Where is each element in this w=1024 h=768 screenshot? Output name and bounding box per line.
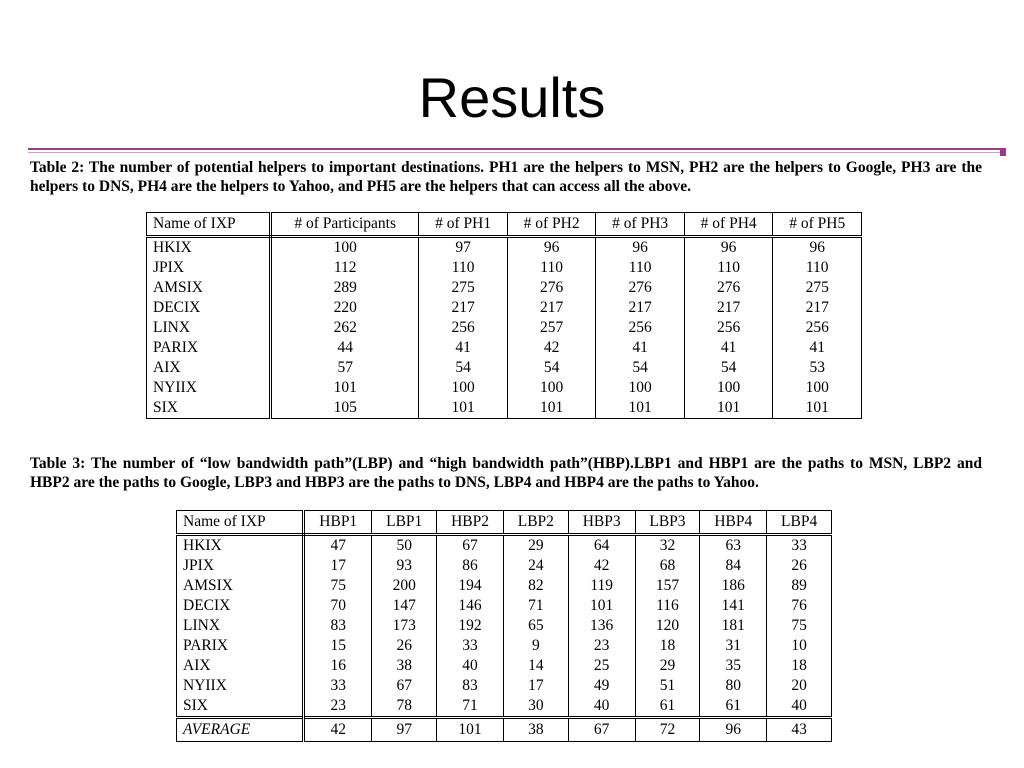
table-cell: 47 [304,535,372,557]
table-cell: 68 [635,556,700,576]
table-row [177,696,832,718]
table-cell: 42 [568,556,635,576]
table-cell: 26 [372,636,437,656]
table-cell: 25 [568,656,635,676]
table2-header-ph2: # of PH2 [507,213,596,237]
table-cell: 14 [504,656,569,676]
table2-header-ph1: # of PH1 [419,213,508,237]
table-cell: 86 [437,556,504,576]
table-cell: 17 [504,676,569,696]
table-cell: 67 [372,676,437,696]
table-cell: 116 [635,596,700,616]
table-cell: 110 [596,258,685,278]
table-cell: 289 [271,278,419,298]
table-cell: 100 [773,378,862,398]
table-cell: 83 [304,616,372,636]
table-cell: AMSIX [177,576,304,596]
table-cell: DECIX [147,298,271,318]
table-cell: 40 [437,656,504,676]
table-cell: SIX [147,398,271,419]
table-cell: 93 [372,556,437,576]
table-cell: 101 [568,596,635,616]
table2-header-row [147,213,862,237]
table-cell: 82 [504,576,569,596]
table-cell: 146 [437,596,504,616]
table-cell: 257 [507,318,596,338]
table-cell: 110 [419,258,508,278]
table-cell: 53 [773,358,862,378]
table-cell: 83 [437,676,504,696]
table-cell: 31 [700,636,767,656]
table3-average-row [177,718,832,742]
table-cell: 256 [596,318,685,338]
table3-caption: Table 3: The number of “low bandwidth path”(LBP) and “high bandwidth path”(HBP).LBP1 and HBP1 are the paths to MSN, LBP2 and HBP2 are the paths to Google, LBP3 and HBP3 are the paths to DNS, LBP4 and HBP4 are the paths to Yahoo. [30,455,982,491]
table-cell: 100 [596,378,685,398]
table-cell: AIX [147,358,271,378]
table-cell: 101 [507,398,596,419]
table-cell: 41 [773,338,862,358]
table-cell: 33 [304,676,372,696]
table3-header-lbp3: LBP3 [635,511,700,535]
table-cell: 186 [700,576,767,596]
table-row [147,237,862,259]
table-cell: 75 [304,576,372,596]
table-cell: 43 [767,718,832,742]
table-cell: 110 [507,258,596,278]
table-cell: 217 [773,298,862,318]
slide-title: Results [418,66,606,129]
table-cell: 38 [504,718,569,742]
table-cell: PARIX [147,338,271,358]
table-cell: 97 [372,718,437,742]
table-cell: 72 [635,718,700,742]
divider-end-mark [1000,150,1006,156]
table-cell: 256 [684,318,773,338]
table-cell: 96 [507,237,596,259]
table-cell: 63 [700,535,767,557]
table-cell: 96 [700,718,767,742]
table-cell: 42 [304,718,372,742]
table-cell: 50 [372,535,437,557]
table3-header-hbp3: HBP3 [568,511,635,535]
table-cell: 10 [767,636,832,656]
table-cell: 61 [635,696,700,718]
table-cell: LINX [177,616,304,636]
table-cell: 71 [504,596,569,616]
table-cell: 35 [700,656,767,676]
table-cell: 16 [304,656,372,676]
table3-header-hbp1: HBP1 [304,511,372,535]
table2-header-ixp: Name of IXP [147,213,271,237]
table-cell: 67 [568,718,635,742]
table3-header-lbp1: LBP1 [372,511,437,535]
table-cell: 38 [372,656,437,676]
table-cell: 97 [419,237,508,259]
table3-header-row [177,511,832,535]
table-cell: 49 [568,676,635,696]
table-cell: LINX [147,318,271,338]
table-cell: 101 [419,398,508,419]
table-cell: JPIX [177,556,304,576]
table-cell: 26 [767,556,832,576]
title-divider [28,148,1006,150]
table3-header-ixp: Name of IXP [177,511,304,535]
table-cell: 147 [372,596,437,616]
table-row [177,596,832,616]
table-cell: 67 [437,535,504,557]
table-cell: 9 [504,636,569,656]
table-cell: 101 [684,398,773,419]
table-cell: NYIIX [147,378,271,398]
table-cell: 44 [271,338,419,358]
table-cell: 105 [271,398,419,419]
table-cell: 181 [700,616,767,636]
table-cell: 15 [304,636,372,656]
table-cell: 100 [684,378,773,398]
table-row [147,278,862,298]
table-cell: 217 [596,298,685,318]
table-cell: 275 [773,278,862,298]
table-cell: 65 [504,616,569,636]
table-cell: 41 [419,338,508,358]
table-cell: 173 [372,616,437,636]
table2-header-participants: # of Participants [271,213,419,237]
table-cell: 217 [419,298,508,318]
table2-helpers [146,212,862,419]
table-cell: 70 [304,596,372,616]
table-row [177,556,832,576]
table-cell: 76 [767,596,832,616]
table-row [147,258,862,278]
table-cell: 64 [568,535,635,557]
table-row [177,616,832,636]
table-cell: DECIX [177,596,304,616]
table-cell: 112 [271,258,419,278]
table-cell: 256 [773,318,862,338]
table-cell: 276 [507,278,596,298]
table-cell: 18 [635,636,700,656]
table-cell: 96 [684,237,773,259]
table-cell: 84 [700,556,767,576]
table2-header-ph3: # of PH3 [596,213,685,237]
table-cell: PARIX [177,636,304,656]
table-cell: 276 [684,278,773,298]
table-cell: 101 [773,398,862,419]
table-cell: 33 [767,535,832,557]
table2-header-ph4: # of PH4 [684,213,773,237]
table-cell: 194 [437,576,504,596]
table-cell: AIX [177,656,304,676]
table-row [177,636,832,656]
table3-header-hbp4: HBP4 [700,511,767,535]
table-cell: 32 [635,535,700,557]
table-cell: 141 [700,596,767,616]
table-cell: 110 [684,258,773,278]
table3-paths [176,510,832,742]
table-cell: 192 [437,616,504,636]
table-row [147,298,862,318]
table-row [147,398,862,419]
table-cell: 40 [767,696,832,718]
table-cell: 100 [507,378,596,398]
table-cell: 101 [596,398,685,419]
table-cell: 276 [596,278,685,298]
table-cell: 23 [568,636,635,656]
table-cell: 29 [504,535,569,557]
table-cell: 256 [419,318,508,338]
table-row [177,656,832,676]
average-label: AVERAGE [177,718,304,742]
table-cell: 17 [304,556,372,576]
table3-header-lbp4: LBP4 [767,511,832,535]
table-cell: 200 [372,576,437,596]
table-cell: 96 [596,237,685,259]
table-cell: 41 [684,338,773,358]
table-cell: 40 [568,696,635,718]
table-cell: 80 [700,676,767,696]
table-cell: 220 [271,298,419,318]
table2-header-ph5: # of PH5 [773,213,862,237]
table-cell: JPIX [147,258,271,278]
table-cell: 23 [304,696,372,718]
table-cell: 75 [767,616,832,636]
table-cell: 18 [767,656,832,676]
table-cell: 54 [507,358,596,378]
table-cell: 101 [437,718,504,742]
table-cell: 100 [271,237,419,259]
table-cell: 41 [596,338,685,358]
table-row [147,338,862,358]
table-cell: 42 [507,338,596,358]
table-cell: 54 [684,358,773,378]
table-cell: 275 [419,278,508,298]
table3-header-lbp2: LBP2 [504,511,569,535]
table-cell: 33 [437,636,504,656]
table3-header-hbp2: HBP2 [437,511,504,535]
table-cell: HKIX [177,535,304,557]
table-cell: 24 [504,556,569,576]
table-cell: 262 [271,318,419,338]
table-row [177,676,832,696]
table-cell: 110 [773,258,862,278]
table-cell: 54 [419,358,508,378]
table-cell: 54 [596,358,685,378]
table-cell: 30 [504,696,569,718]
table-cell: 57 [271,358,419,378]
table-cell: 20 [767,676,832,696]
table-cell: 89 [767,576,832,596]
table-cell: 136 [568,616,635,636]
table-cell: 157 [635,576,700,596]
table-cell: 29 [635,656,700,676]
table-cell: 51 [635,676,700,696]
table-cell: 61 [700,696,767,718]
table-row [177,535,832,557]
table-cell: NYIIX [177,676,304,696]
title-divider-shadow [28,152,1006,153]
table-row [147,358,862,378]
table-row [147,378,862,398]
table-cell: 96 [773,237,862,259]
table-cell: 217 [507,298,596,318]
table-cell: 100 [419,378,508,398]
table-row [177,576,832,596]
table-cell: 217 [684,298,773,318]
table-cell: AMSIX [147,278,271,298]
table-cell: 71 [437,696,504,718]
table-cell: 119 [568,576,635,596]
table-row [147,318,862,338]
table-cell: SIX [177,696,304,718]
table-cell: 120 [635,616,700,636]
table-cell: 101 [271,378,419,398]
table2-caption: Table 2: The number of potential helpers to important destinations. PH1 are the helpers to MSN, PH2 are the helpers to Google, PH3 are the helpers to DNS, PH4 are the helpers to Yahoo, and PH5 are the helpers that can access all the above. [30,159,982,195]
table-cell: 78 [372,696,437,718]
table-cell: HKIX [147,237,271,259]
